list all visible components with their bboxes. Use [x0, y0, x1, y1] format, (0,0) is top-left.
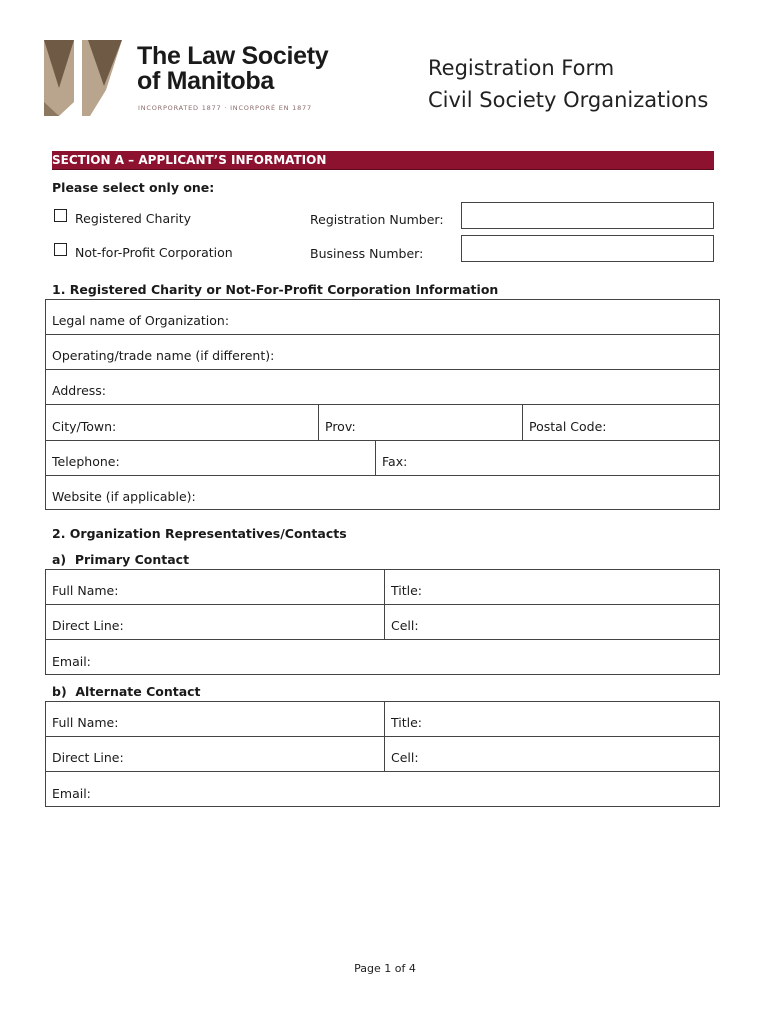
alternate-cell-label: Cell: [391, 750, 419, 765]
org-tagline: INCORPORATED 1877 · INCORPORÉ EN 1877 [138, 104, 312, 112]
primary-direct-line-field[interactable] [46, 605, 384, 639]
org-name-line1: The Law Society [137, 42, 329, 70]
postal-code-field[interactable] [522, 405, 719, 440]
postal-code-label: Postal Code: [529, 419, 607, 434]
table-row [46, 300, 719, 335]
legal-name-label: Legal name of Organization: [52, 313, 230, 328]
table-row [46, 640, 719, 675]
alternate-email-field[interactable] [46, 772, 719, 807]
table-row [46, 605, 719, 640]
org-name [137, 44, 328, 94]
address-label: Address: [52, 383, 106, 398]
form-title [428, 52, 708, 116]
alternate-contact-heading: b) Alternate Contact [52, 684, 201, 699]
business-number-label: Business Number: [310, 246, 424, 261]
org-info-heading: 1. Registered Charity or Not-For-Profit Corporation Information [52, 282, 499, 297]
table-row [46, 441, 719, 476]
fax-label: Fax: [382, 454, 408, 469]
org-info-table [45, 299, 720, 510]
legal-name-field[interactable] [46, 300, 719, 334]
alternate-title-label: Title: [391, 715, 422, 730]
trade-name-field[interactable] [46, 335, 719, 369]
form-title-line2: Civil Society Organizations [428, 88, 709, 112]
alternate-full-name-field[interactable] [46, 702, 384, 736]
prov-field[interactable] [318, 405, 522, 440]
contacts-heading: 2. Organization Representatives/Contacts [52, 526, 347, 541]
city-field[interactable] [46, 405, 318, 440]
not-for-profit-checkbox[interactable] [54, 243, 67, 256]
registered-charity-checkbox[interactable] [54, 209, 67, 222]
primary-full-name-label: Full Name: [52, 583, 119, 598]
primary-email-field[interactable] [46, 640, 719, 675]
table-row [46, 737, 719, 772]
page-number: Page 1 of 4 [354, 962, 416, 975]
website-field[interactable] [46, 476, 719, 510]
table-row [46, 405, 719, 441]
form-title-line1: Registration Form [428, 56, 615, 80]
primary-contact-table [45, 569, 720, 675]
business-number-input[interactable] [461, 235, 714, 262]
primary-contact-heading: a) Primary Contact [52, 552, 190, 567]
trade-name-label: Operating/trade name (if different): [52, 348, 275, 363]
primary-full-name-field[interactable] [46, 570, 384, 604]
primary-cell-field[interactable] [384, 605, 719, 639]
table-row [46, 476, 719, 510]
alternate-full-name-label: Full Name: [52, 715, 119, 730]
alternate-direct-line-label: Direct Line: [52, 750, 124, 765]
city-label: City/Town: [52, 419, 117, 434]
alternate-title-field[interactable] [384, 702, 719, 736]
law-society-logo-icon [44, 40, 122, 116]
website-label: Website (if applicable): [52, 489, 196, 504]
primary-email-label: Email: [52, 654, 91, 669]
primary-title-field[interactable] [384, 570, 719, 604]
not-for-profit-label: Not-for-Profit Corporation [75, 245, 233, 260]
alternate-email-label: Email: [52, 786, 91, 801]
prov-label: Prov: [325, 419, 356, 434]
alternate-cell-field[interactable] [384, 737, 719, 771]
telephone-label: Telephone: [52, 454, 120, 469]
telephone-field[interactable] [46, 441, 375, 475]
fax-field[interactable] [375, 441, 719, 475]
address-field[interactable] [46, 370, 719, 404]
alternate-direct-line-field[interactable] [46, 737, 384, 771]
primary-cell-label: Cell: [391, 618, 419, 633]
table-row [46, 370, 719, 405]
registration-number-input[interactable] [461, 202, 714, 229]
table-row [46, 335, 719, 370]
alternate-contact-table [45, 701, 720, 807]
table-row [46, 702, 719, 737]
org-name-line2: of Manitoba [137, 67, 274, 95]
table-row [46, 772, 719, 807]
registration-number-label: Registration Number: [310, 212, 444, 227]
primary-title-label: Title: [391, 583, 422, 598]
table-row [46, 570, 719, 605]
section-a-title: SECTION A – APPLICANT’S INFORMATION [52, 153, 327, 167]
section-a-bar [52, 151, 714, 170]
registered-charity-label: Registered Charity [75, 211, 192, 226]
select-instruction: Please select only one: [52, 180, 215, 195]
primary-direct-line-label: Direct Line: [52, 618, 124, 633]
